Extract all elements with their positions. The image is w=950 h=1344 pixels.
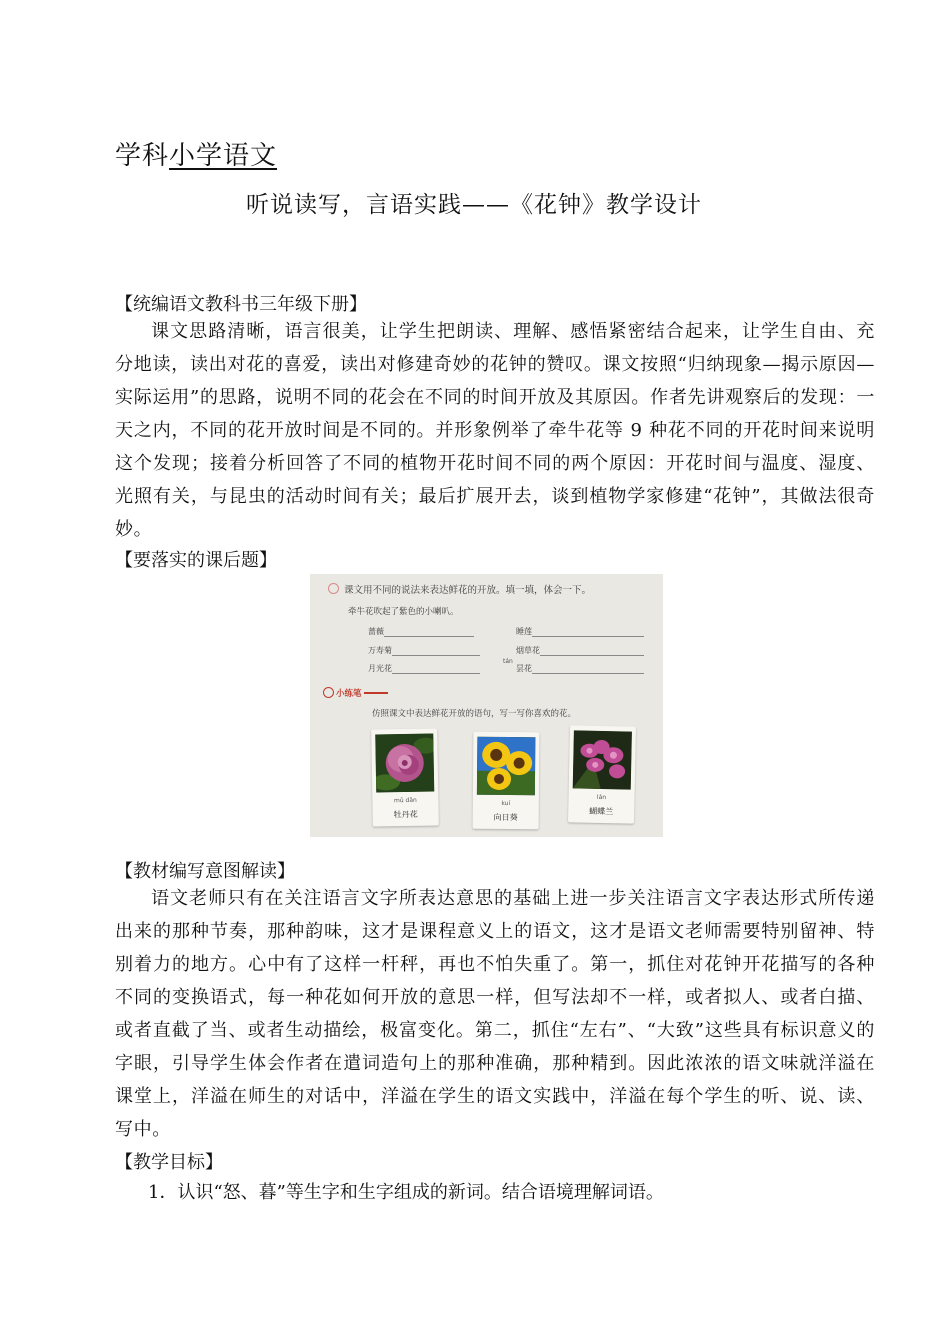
- card-pinyin: mǔ dān: [393, 796, 417, 805]
- card-pinyin: lán: [596, 793, 607, 802]
- fill-item: 烟草花: [516, 645, 644, 656]
- question-number-icon: [328, 583, 339, 594]
- card-name: 牡丹花: [393, 809, 418, 820]
- subject-label: 学科: [115, 141, 170, 171]
- sunflower-image: [477, 737, 536, 796]
- flower-card-sunflower: [473, 732, 540, 830]
- pencil-icon: [323, 687, 334, 698]
- intent-heading: 【教材编写意图解读】: [115, 861, 295, 882]
- peony-image: [375, 734, 434, 793]
- practice-label: 小练笔: [323, 687, 388, 699]
- flower-card-orchid: [568, 725, 636, 823]
- fill-item: 昙花: [516, 663, 644, 674]
- fill-item: 睡莲: [516, 626, 644, 637]
- practice-instruction: 仿照课文中表达鲜花开放的语句，写一写你喜欢的花。: [372, 709, 577, 719]
- card-name: 向日葵: [493, 812, 518, 823]
- fill-item: 万寿菊: [368, 645, 480, 656]
- goals-heading: 【教学目标】: [115, 1152, 223, 1173]
- document-title: 听说读写，言语实践——《花钟》教学设计: [246, 192, 702, 218]
- textbook-heading: 【统编语文教科书三年级下册】: [115, 294, 367, 315]
- exercise-heading: 【要落实的课后题】: [115, 550, 277, 571]
- goal-item-1: 1．认识“怒、暮”等生字和生字组成的新词。结合语境理解词语。: [148, 1182, 664, 1203]
- subject-value: 小学语文: [169, 141, 278, 171]
- intent-paragraph: 语文老师只有在关注语言文字所表达意思的基础上进一步关注语言文字表达形式所传递出来的那种节奏，那种韵味，这才是课程意义上的语文，这才是语文老师需要特别留神、特别着力的地方。心中有了这样一杆秤，再也不怕失重了。第一，抓住对花钟开花描写的各种不同的变换语式，每一种花如何开放的意思一样，但写法却不一样，或者拟人、或者白描、或者直截了当、或者生动描绘，极富变化。第二，抓住“左右”、“大致”这些具有标识意义的字眼，引导学生体会作者在遣词造句上的那种准确，那种精到。因此浓浓的语文味就洋溢在课堂上，洋溢在师生的对话中，洋溢在学生的语文实践中，洋溢在每个学生的听、说、读、写中。: [115, 888, 875, 1140]
- flower-card-peony: [371, 728, 439, 826]
- orchid-image: [573, 730, 632, 789]
- fill-item: 蔷薇: [368, 626, 474, 637]
- exercise-example: 牵牛花吹起了紫色的小喇叭。: [348, 607, 459, 617]
- card-name: 蝴蝶兰: [589, 806, 614, 817]
- pinyin-annotation: tán: [503, 658, 513, 665]
- textbook-paragraph: 课文思路清晰，语言很美，让学生把朗读、理解、感悟紧密结合起来，让学生自由、充分地读，读出对花的喜爱，读出对修建奇妙的花钟的赞叹。课文按照“归纳现象—揭示原因—实际运用”的思路，说明不同的花会在不同的时间开放及其原因。作者先讲观察后的发现：一天之内，不同的花开放时间是不同的。并形象例举了牵牛花等 9 种花不同的开花时间来说明这个发现；接着分析回答了不同的植物开花时间不同的两个原因：开花时间与温度、湿度、光照有关，与昆虫的活动时间有关；最后扩展开去，谈到植物学家修建“花钟”，其做法很奇妙。: [115, 321, 875, 540]
- exercise-question: 课文用不同的说法来表达鲜花的开放。填一填，体会一下。: [328, 582, 591, 596]
- card-pinyin: kuí: [501, 799, 511, 808]
- subject-line: [115, 135, 277, 172]
- textbook-exercise-photo: [310, 574, 663, 837]
- fill-item: 月光花: [368, 663, 480, 674]
